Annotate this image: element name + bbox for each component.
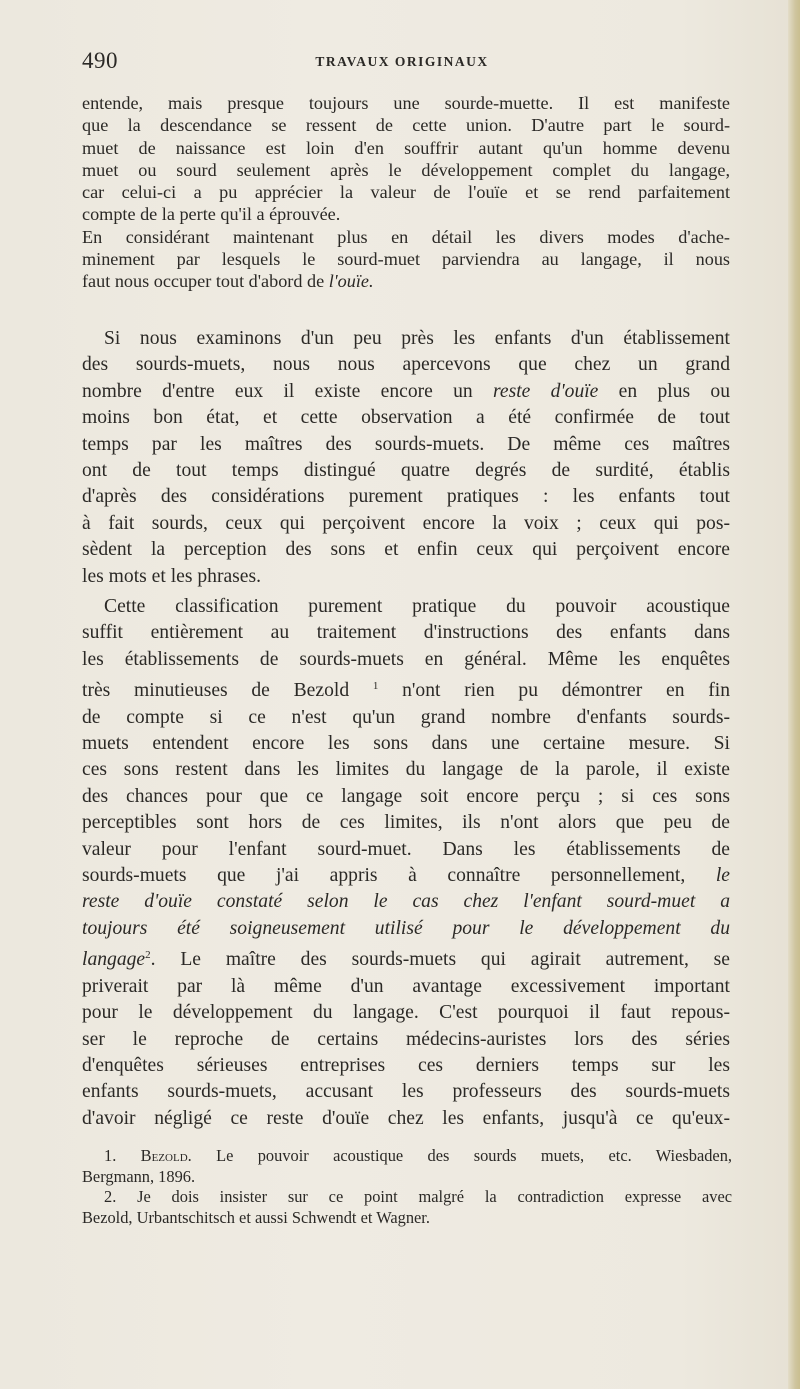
text-line: sourds-muets que j'ai appris à connaître personnellement, le <box>82 865 730 887</box>
text-line: valeur pour l'enfant sourd-muet. Dans les établissements de <box>82 838 730 860</box>
text-line: Cette classification purement pratique du pouvoir acoustique <box>104 596 730 617</box>
footnotes <box>82 1146 732 1228</box>
text-line: sèdent la perception des sons et enfin ceux qui perçoivent encore <box>82 539 730 561</box>
footnote-line: Bezold, Urbantschitsch et aussi Schwendt et Wagner. <box>82 1207 430 1227</box>
text-line: priverait par là même d'un avantage excessivement important <box>82 975 730 997</box>
text-line: entende, mais presque toujours une sourde-muette. Il est manifeste <box>82 93 730 113</box>
text-line: nombre d'entre eux il existe encore un reste d'ouïe en plus ou <box>82 380 730 402</box>
footnote-2: 2. Je dois insister sur ce point malgré la contradiction expresse avec <box>104 1187 732 1206</box>
text-line: ces sons restent dans les limites du langage de la parole, il existe <box>82 759 730 781</box>
text-line: compte de la perte qu'il a éprouvée. <box>82 204 341 225</box>
text-line: En considérant maintenant plus en détail les divers modes d'ache- <box>82 226 730 247</box>
italic-line: toujours été soigneusement utilisé pour le développement du <box>82 917 730 939</box>
footnote-1: 1. Bezold. Le pouvoir acoustique des sourds muets, etc. Wiesbaden, <box>104 1146 733 1165</box>
text-line: d'après des considérations purement pratiques : les enfants tout <box>82 486 730 508</box>
text-line: perceptibles sont hors de ces limites, ils n'ont alors que peu de <box>82 812 730 834</box>
text-line: temps par les maîtres des sourds-muets. De même ces maîtres <box>82 433 730 455</box>
text-line: ont de tout temps distingué quatre degrés de surdité, établis <box>82 460 730 482</box>
text-line: enfants sourds-muets, accusant les professeurs des sourds-muets <box>82 1081 730 1103</box>
text-line: muets entendent encore les sons dans une certaine mesure. Si <box>82 733 730 755</box>
italic-term: l'ouïe. <box>328 271 374 292</box>
footnote-line: Bergmann, 1896. <box>82 1166 196 1186</box>
text-line: Si nous examinons d'un peu près les enfants d'un établissement <box>104 328 730 349</box>
paragraph-3 <box>82 594 730 1132</box>
italic-line: reste d'ouïe constaté selon le cas chez l'enfant sourd-muet a <box>82 891 730 913</box>
footnote-author: Bezold <box>140 1146 188 1165</box>
text-line: pour le développement du langage. C'est pourquoi il faut repous- <box>82 1002 730 1024</box>
running-title: TRAVAUX ORIGINAUX <box>315 54 489 69</box>
page-number: 490 <box>82 48 118 73</box>
text-line: muet ou sourd seulement après le développement complet du langage, <box>82 159 730 180</box>
paragraph-1 <box>82 92 730 293</box>
page-edge <box>788 0 800 1389</box>
text-line: des sourds-muets, nous nous apercevons que chez un grand <box>82 354 730 376</box>
text-line: car celui-ci a pu apprécier la valeur de l'ouïe et se rend parfaitement <box>82 182 730 203</box>
footnote-ref: 1 <box>372 680 379 693</box>
text-line: les mots et les phrases. <box>82 565 262 587</box>
text-line: muet de naissance est loin d'en souffrir autant qu'un homme devenu <box>82 137 730 158</box>
text-line: que la descendance se ressent de cette union. D'autre part le sourd- <box>82 115 730 136</box>
page-header <box>82 48 722 80</box>
footnote-ref: 2 <box>145 949 151 962</box>
text-line: moins bon état, et cette observation a été confirmée de tout <box>82 407 730 429</box>
text-line: des chances pour que ce langage soit encore perçu ; si ces sons <box>82 785 730 807</box>
italic-term: le <box>715 865 730 887</box>
text-line: de compte si ce n'est qu'un grand nombre d'enfants sourds- <box>82 706 730 728</box>
italic-term: reste d'ouïe <box>493 380 599 402</box>
text-line: d'avoir négligé ce reste d'ouïe chez les enfants, jusqu'à ce qu'eux- <box>82 1107 730 1129</box>
text-line: minement par lesquels le sourd-muet parviendra au langage, il nous <box>82 249 730 270</box>
text-line: très minutieuses de Bezold $^1$ n'ont rien pu démontrer en fin <box>82 680 731 702</box>
text-line: à fait sourds, ceux qui perçoivent encore la voix ; ceux qui pos- <box>82 512 730 534</box>
text-line: suffit entièrement au traitement d'instructions des enfants dans <box>82 622 730 644</box>
italic-term: langage <box>82 949 146 971</box>
text-line: ser le reproche de certains médecins-auristes lors des séries <box>82 1028 730 1050</box>
text-line: d'enquêtes sérieuses entreprises ces derniers temps sur les <box>82 1054 730 1076</box>
paragraph-2 <box>82 326 730 590</box>
text-line: langage$^2$. Le maître des sourds-muets qui agirait autrement, se <box>82 949 730 971</box>
text-line: faut nous occuper tout d'abord de l'ouïe. <box>82 271 374 292</box>
text-line: les établissements de sourds-muets en général. Même les enquêtes <box>82 648 730 670</box>
